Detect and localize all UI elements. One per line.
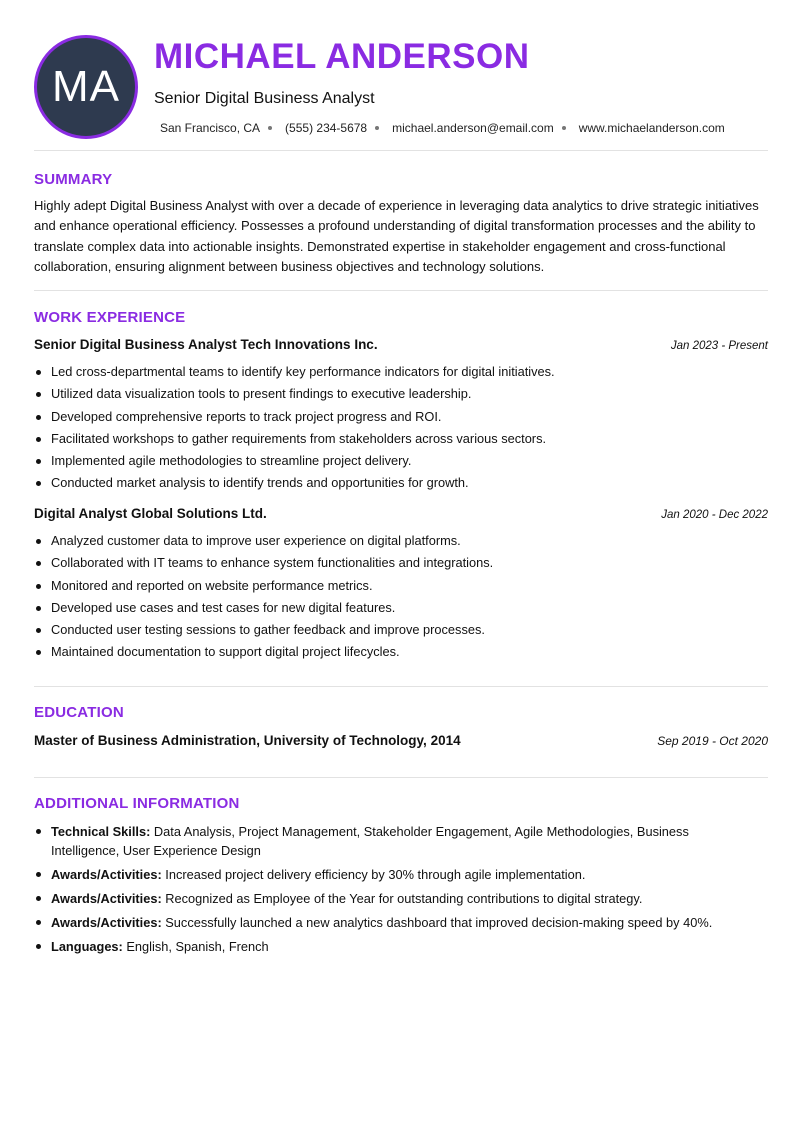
contact-phone: (555) 234-5678 [285, 121, 368, 135]
summary-section [34, 150, 768, 291]
info-text: Data Analysis, Project Management, Stakeholder Engagement, Agile Methodologies, Business Intelligence, User Experience Design [51, 824, 689, 858]
contact-email: michael.anderson@email.com [392, 121, 554, 135]
job-header [34, 336, 768, 355]
summary-text: Highly adept Digital Business Analyst with over a decade of experience in leveraging data analytics to drive strategic initiatives and enhance operational efficiency. Possesses a profound understanding of digital transformation processes and the ability to translate complex data into actionable insights. Demonstrated expertise in stakeholder engagement and cross-functional collaboration, ensuring alignment between business objectives and technology solutions. [34, 198, 759, 274]
job-role: Senior Digital Business Analyst Tech Innovations Inc. [34, 337, 378, 352]
job-header [34, 505, 768, 524]
info-item [51, 889, 751, 908]
separator-dot [562, 126, 566, 130]
job-dates: Jan 2020 - Dec 2022 [661, 509, 768, 521]
separator-dot [375, 126, 379, 130]
education-entry [34, 732, 768, 750]
job-bullet: Led cross-departmental teams to identify key performance indicators for digital initiatives. [51, 361, 768, 383]
job-bullets [34, 361, 768, 495]
info-item [51, 913, 751, 932]
candidate-name: MICHAEL ANDERSON [154, 37, 530, 76]
resume-page [34, 0, 768, 954]
contact-line [160, 120, 725, 136]
education-section [34, 686, 768, 778]
info-text: English, Spanish, French [122, 939, 269, 954]
candidate-title: Senior Digital Business Analyst [154, 90, 375, 107]
avatar [34, 35, 138, 139]
info-label: Awards/Activities: [51, 891, 162, 906]
job-bullet: Developed use cases and test cases for new digital features. [51, 597, 768, 619]
job-bullet: Monitored and reported on website performance metrics. [51, 575, 768, 597]
job-bullet: Collaborated with IT teams to enhance system functionalities and integrations. [51, 552, 768, 574]
info-label: Languages: [51, 939, 123, 954]
work-experience-section [34, 290, 768, 687]
contact-location: San Francisco, CA [160, 121, 261, 135]
job-bullet: Conducted user testing sessions to gather feedback and improve processes. [51, 619, 768, 641]
job-bullet: Utilized data visualization tools to present findings to executive leadership. [51, 383, 768, 405]
additional-information-heading: ADDITIONAL INFORMATION [34, 795, 240, 812]
job-bullet: Developed comprehensive reports to track project progress and ROI. [51, 406, 768, 428]
info-text: Recognized as Employee of the Year for outstanding contributions to digital strategy. [161, 891, 643, 906]
resume-header [34, 0, 768, 151]
work-experience-heading: WORK EXPERIENCE [34, 309, 186, 326]
info-label: Awards/Activities: [51, 867, 162, 882]
job-entry [34, 336, 768, 495]
job-bullet: Facilitated workshops to gather requirements from stakeholders across various sectors. [51, 428, 768, 450]
info-item [51, 865, 751, 884]
job-bullet: Conducted market analysis to identify trends and opportunities for growth. [51, 472, 768, 494]
job-entry [34, 505, 768, 664]
education-heading: EDUCATION [34, 704, 124, 721]
job-role: Digital Analyst Global Solutions Ltd. [34, 506, 267, 521]
job-bullet: Implemented agile methodologies to streamline project delivery. [51, 450, 768, 472]
info-item [51, 822, 751, 860]
separator-dot [268, 126, 272, 130]
avatar-initials: MA [52, 62, 120, 111]
info-label: Awards/Activities: [51, 915, 162, 930]
education-dates: Sep 2019 - Oct 2020 [657, 734, 768, 748]
info-text: Increased project delivery efficiency by 30% through agile implementation. [161, 867, 586, 882]
info-item [51, 937, 751, 956]
additional-info-list [34, 822, 751, 961]
info-text: Successfully launched a new analytics dashboard that improved decision-making speed by 40%. [161, 915, 713, 930]
job-bullet: Maintained documentation to support digital project lifecycles. [51, 641, 768, 663]
contact-website: www.michaelanderson.com [578, 121, 725, 135]
job-bullet: Analyzed customer data to improve user experience on digital platforms. [51, 530, 768, 552]
education-degree: Master of Business Administration, University of Technology, 2014 [34, 733, 461, 748]
job-bullets [34, 530, 768, 664]
job-dates: Jan 2023 - Present [670, 340, 768, 352]
summary-heading: SUMMARY [34, 171, 113, 188]
info-label: Technical Skills: [51, 824, 151, 839]
